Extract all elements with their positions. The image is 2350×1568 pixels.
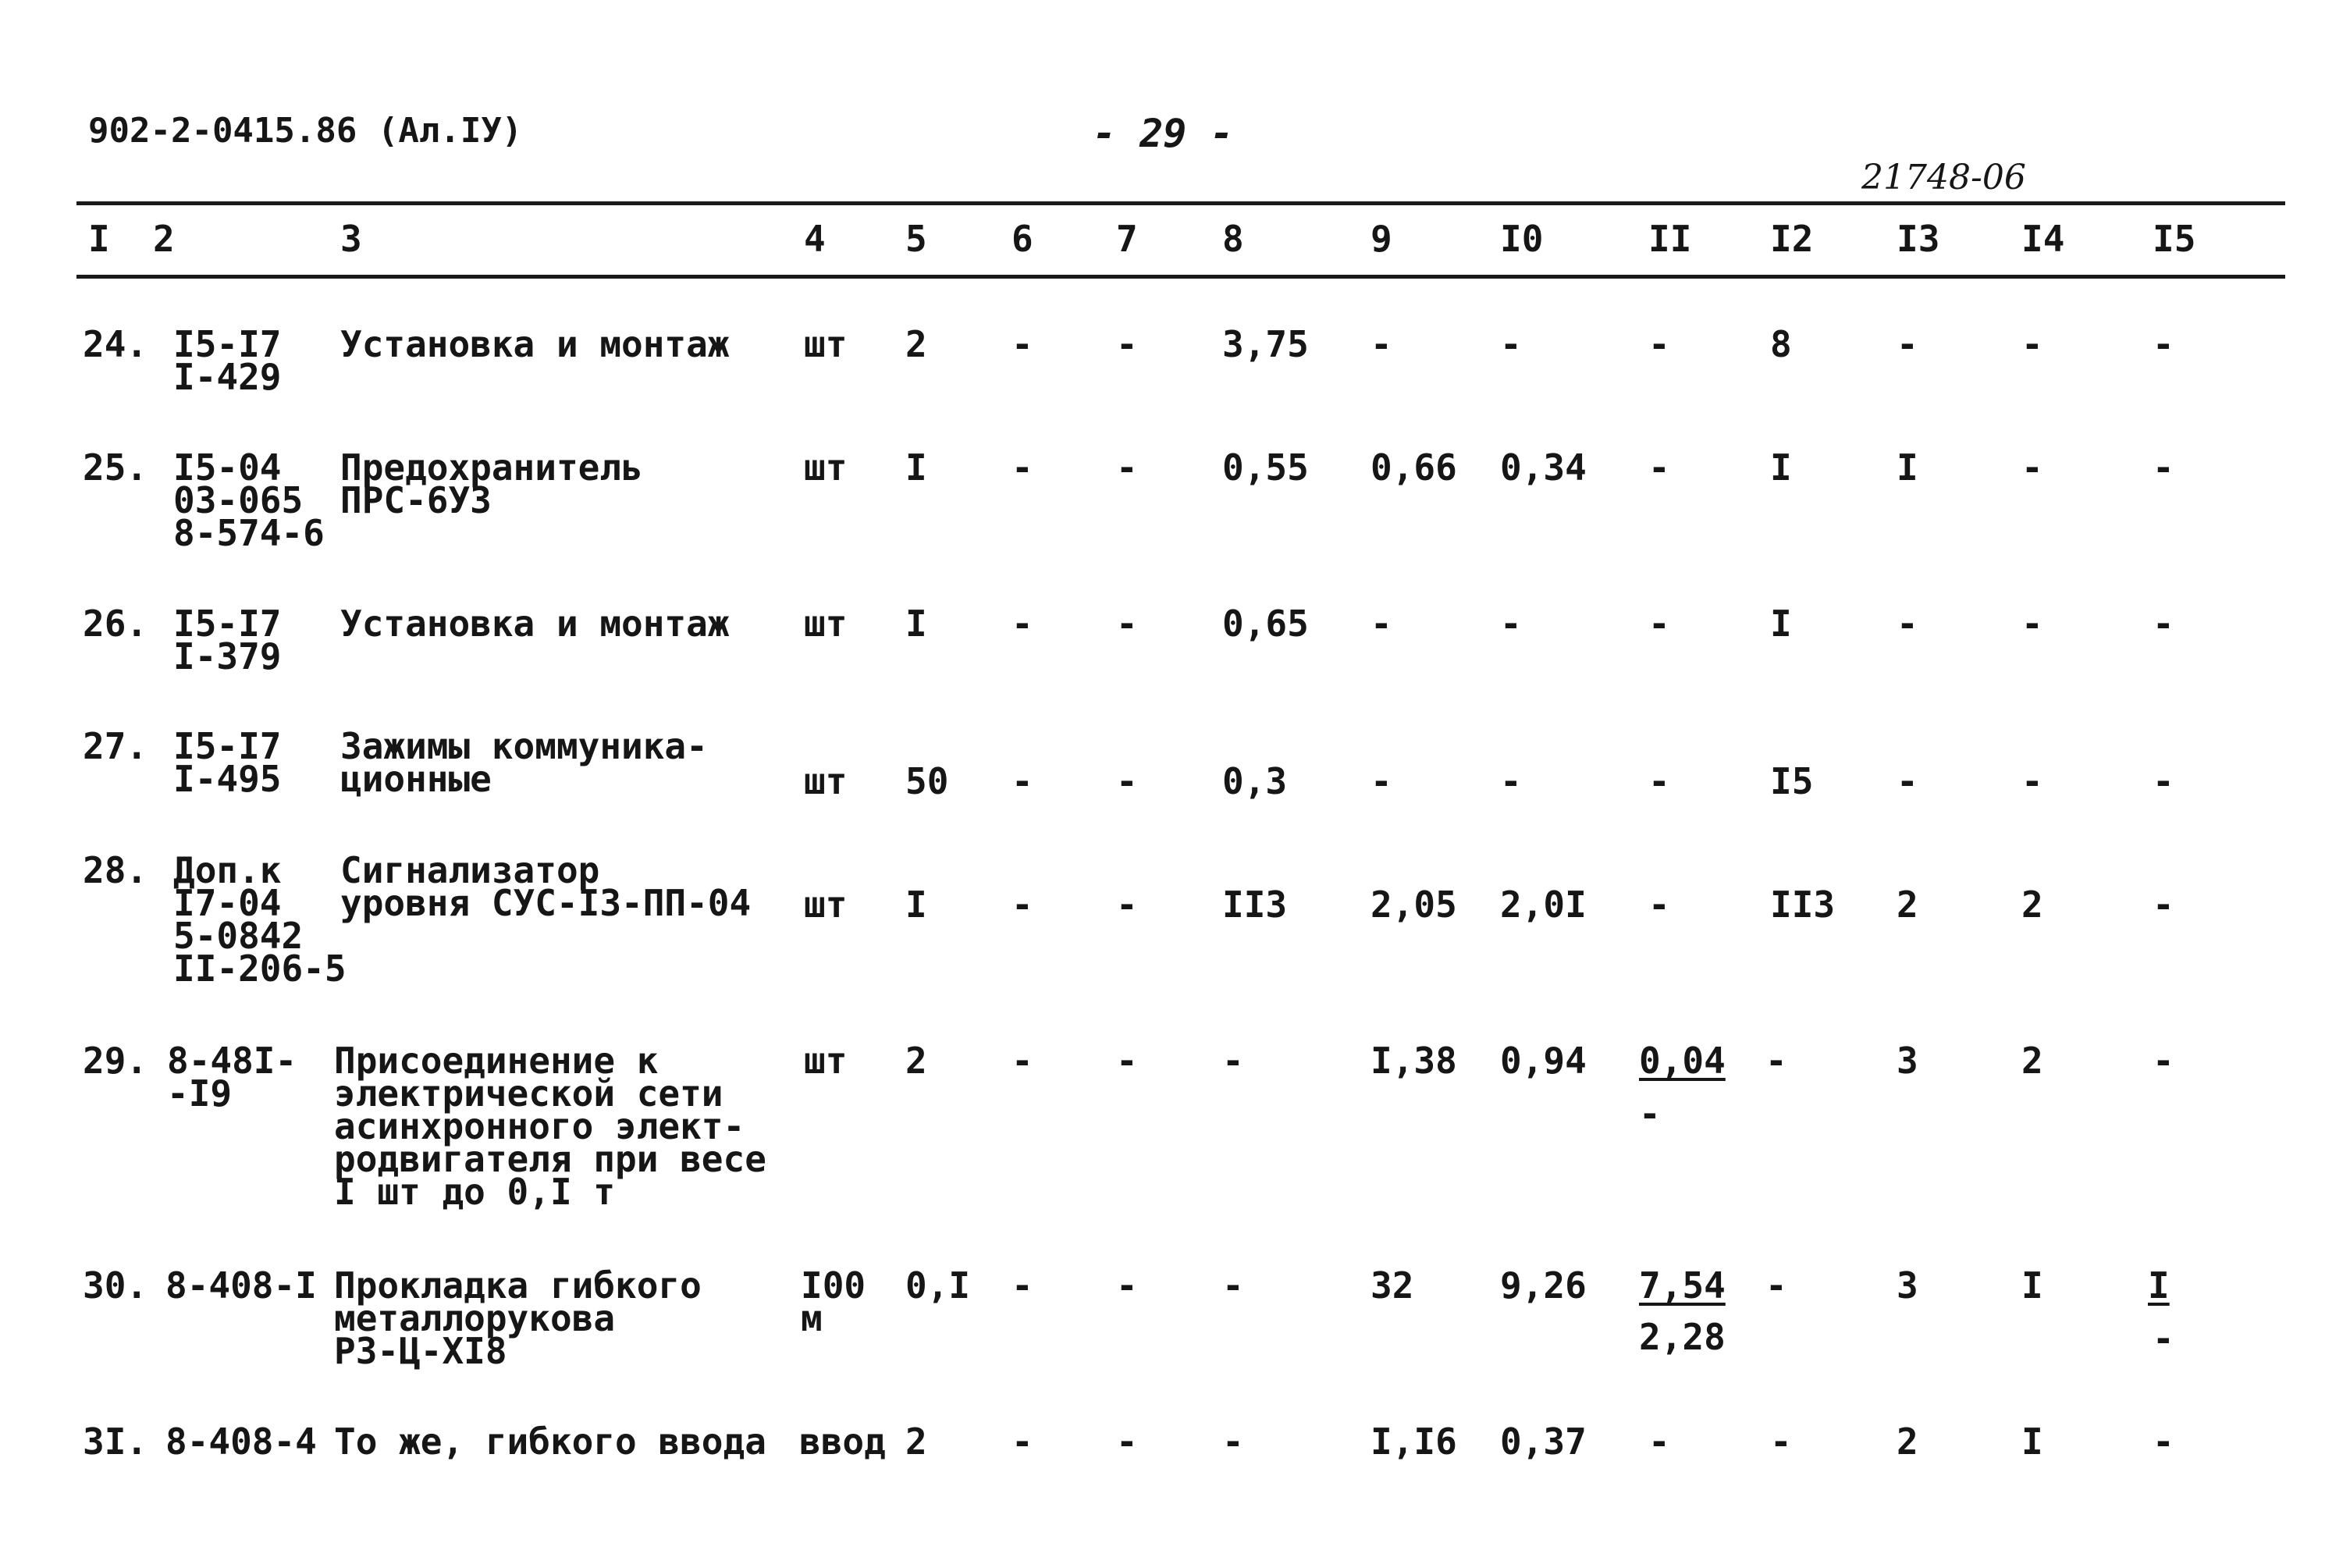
col-header-2: 2 xyxy=(153,218,175,260)
row-name: Прокладка гибкого металлорукова Р3-Ц-XI8 xyxy=(334,1264,702,1372)
archive-stamp-number: 21748-06 xyxy=(1861,158,2026,197)
col-header-12: I2 xyxy=(1770,218,1814,260)
row-col7: - xyxy=(1116,760,1138,802)
row-number: 26. xyxy=(83,603,148,645)
row-col11: - xyxy=(1648,1420,1670,1463)
row-col9: - xyxy=(1371,760,1392,802)
row-col10: 0,94 xyxy=(1500,1040,1587,1082)
row-code: 8-408-I xyxy=(165,1264,317,1307)
row-col11-bottom: 2,28 xyxy=(1639,1316,1726,1358)
row-number: 24. xyxy=(83,323,148,365)
row-col12: I xyxy=(1770,603,1792,645)
row-col13: - xyxy=(1897,603,1918,645)
row-col9: 0,66 xyxy=(1371,446,1457,489)
row-col6: - xyxy=(1011,1420,1033,1463)
row-col9: I,38 xyxy=(1371,1040,1457,1082)
row-col6: - xyxy=(1011,1264,1033,1307)
col-header-8: 8 xyxy=(1222,218,1244,260)
row-col8: 0,3 xyxy=(1222,760,1288,802)
row-col12: - xyxy=(1765,1040,1787,1082)
row-col8: 3,75 xyxy=(1222,323,1309,365)
col-header-5: 5 xyxy=(905,218,927,260)
col-header-3: 3 xyxy=(340,218,362,260)
row-number: 25. xyxy=(83,446,148,489)
row-col5: I xyxy=(905,446,927,489)
row-col14: I xyxy=(2021,1420,2043,1463)
row-col5: 2 xyxy=(905,323,927,365)
row-col13: 2 xyxy=(1897,884,1918,926)
row-col13: 3 xyxy=(1897,1040,1918,1082)
row-col10: - xyxy=(1500,603,1522,645)
row-col14: 2 xyxy=(2021,1040,2043,1082)
row-col15: - xyxy=(2153,884,2174,926)
row-code: 8-408-4 xyxy=(165,1420,317,1463)
row-col9: 32 xyxy=(1371,1264,1414,1307)
row-col10: 9,26 xyxy=(1500,1264,1587,1307)
row-col13: I xyxy=(1897,446,1918,489)
row-col5: 50 xyxy=(905,760,949,802)
row-col9: - xyxy=(1371,323,1392,365)
document-code: 902-2-0415.86 (Ал.IУ) xyxy=(88,111,523,151)
row-col15: - xyxy=(2153,1420,2174,1463)
row-col6: - xyxy=(1011,760,1033,802)
col-header-10: I0 xyxy=(1500,218,1544,260)
row-unit: ввод xyxy=(799,1420,886,1463)
row-col15: - xyxy=(2153,1040,2174,1082)
row-number: 27. xyxy=(83,725,148,767)
row-unit: шт xyxy=(804,446,848,489)
col-header-11: II xyxy=(1648,218,1692,260)
row-col8: 0,65 xyxy=(1222,603,1309,645)
row-col7: - xyxy=(1116,884,1138,926)
row-name: Установка и монтаж xyxy=(340,323,730,365)
row-col6: - xyxy=(1011,446,1033,489)
row-col12: I5 xyxy=(1770,760,1814,802)
row-col7: - xyxy=(1116,1264,1138,1307)
row-col6: - xyxy=(1011,1040,1033,1082)
row-name: Установка и монтаж xyxy=(340,603,730,645)
row-unit: I00 м xyxy=(801,1264,866,1339)
row-number: 3I. xyxy=(83,1420,148,1463)
row-col7: - xyxy=(1116,1040,1138,1082)
row-col10: - xyxy=(1500,760,1522,802)
row-col11: - xyxy=(1648,323,1670,365)
row-col14: 2 xyxy=(2021,884,2043,926)
row-unit: шт xyxy=(804,323,848,365)
row-unit: шт xyxy=(804,760,848,802)
row-col8: II3 xyxy=(1222,884,1288,926)
row-col10: - xyxy=(1500,323,1522,365)
col-header-15: I5 xyxy=(2153,218,2196,260)
row-col11-bottom: - xyxy=(1639,1093,1661,1135)
row-col12: - xyxy=(1765,1264,1787,1307)
row-col12: 8 xyxy=(1770,323,1792,365)
col-header-6: 6 xyxy=(1011,218,1033,260)
row-col15: - xyxy=(2153,323,2174,365)
row-col11: - xyxy=(1648,603,1670,645)
row-col10: 0,37 xyxy=(1500,1420,1587,1463)
page-number: - 29 - xyxy=(1093,111,1234,156)
row-col13: 2 xyxy=(1897,1420,1918,1463)
row-col8: 0,55 xyxy=(1222,446,1309,489)
row-col11-top: 7,54 xyxy=(1639,1264,1726,1307)
row-col6: - xyxy=(1011,884,1033,926)
row-name: Присоединение к электрической сети асинхронного элект- родвигателя при весе I шт до 0,I т xyxy=(334,1040,766,1213)
col-header-7: 7 xyxy=(1116,218,1138,260)
col-header-9: 9 xyxy=(1371,218,1392,260)
row-code: I5-I7 I-379 xyxy=(173,603,282,677)
table-header-rule xyxy=(76,275,2285,279)
row-col5: I xyxy=(905,884,927,926)
row-col7: - xyxy=(1116,1420,1138,1463)
row-code: I5-I7 I-429 xyxy=(173,323,282,398)
row-col11: - xyxy=(1648,884,1670,926)
row-col14: - xyxy=(2021,603,2043,645)
row-col11: - xyxy=(1648,446,1670,489)
row-col13: - xyxy=(1897,323,1918,365)
row-col7: - xyxy=(1116,323,1138,365)
col-header-13: I3 xyxy=(1897,218,1940,260)
row-code: I5-04 03-065 8-574-6 xyxy=(173,446,325,554)
row-col5: I xyxy=(905,603,927,645)
row-col14: - xyxy=(2021,446,2043,489)
row-unit: шт xyxy=(804,1040,848,1082)
row-col13: 3 xyxy=(1897,1264,1918,1307)
row-col6: - xyxy=(1011,323,1033,365)
row-col9: 2,05 xyxy=(1371,884,1457,926)
row-col14: I xyxy=(2021,1264,2043,1307)
row-name: Сигнализатор уровня СУС-I3-ПП-04 xyxy=(340,849,752,924)
row-col13: - xyxy=(1897,760,1918,802)
row-col14: - xyxy=(2021,323,2043,365)
row-col12: - xyxy=(1770,1420,1792,1463)
row-col15: - xyxy=(2153,446,2174,489)
row-col10: 2,0I xyxy=(1500,884,1587,926)
col-header-4: 4 xyxy=(804,218,826,260)
row-col11: - xyxy=(1648,760,1670,802)
row-col8: - xyxy=(1222,1040,1244,1082)
row-col12: I xyxy=(1770,446,1792,489)
row-col10: 0,34 xyxy=(1500,446,1587,489)
row-col5: 2 xyxy=(905,1040,927,1082)
row-code: Доп.к I7-04 5-0842 II-206-5 xyxy=(173,849,347,990)
row-code: 8-48I- -I9 xyxy=(167,1040,297,1115)
row-col12: II3 xyxy=(1770,884,1836,926)
row-unit: шт xyxy=(804,603,848,645)
row-col8: - xyxy=(1222,1264,1244,1307)
row-number: 28. xyxy=(83,849,148,891)
row-col15: - xyxy=(2153,603,2174,645)
row-col8: - xyxy=(1222,1420,1244,1463)
row-col5: 2 xyxy=(905,1420,927,1463)
row-name: Зажимы коммуника- ционные xyxy=(340,725,708,800)
row-col15-top: I xyxy=(2148,1264,2170,1307)
row-col14: - xyxy=(2021,760,2043,802)
row-col6: - xyxy=(1011,603,1033,645)
row-col7: - xyxy=(1116,446,1138,489)
row-number: 30. xyxy=(83,1264,148,1307)
table-top-rule xyxy=(76,201,2285,205)
row-col5: 0,I xyxy=(905,1264,971,1307)
row-name: Предохранитель ПРС-6У3 xyxy=(340,446,643,521)
row-col15-bottom: - xyxy=(2153,1317,2174,1360)
row-col11-top: 0,04 xyxy=(1639,1040,1726,1082)
row-number: 29. xyxy=(83,1040,148,1082)
col-header-1: I xyxy=(88,218,110,260)
row-col9: I,I6 xyxy=(1371,1420,1457,1463)
row-name: То же, гибкого ввода xyxy=(334,1420,766,1463)
row-col7: - xyxy=(1116,603,1138,645)
row-col15: - xyxy=(2153,760,2174,802)
row-unit: шт xyxy=(804,884,848,926)
row-code: I5-I7 I-495 xyxy=(173,725,282,800)
row-col9: - xyxy=(1371,603,1392,645)
col-header-14: I4 xyxy=(2021,218,2065,260)
